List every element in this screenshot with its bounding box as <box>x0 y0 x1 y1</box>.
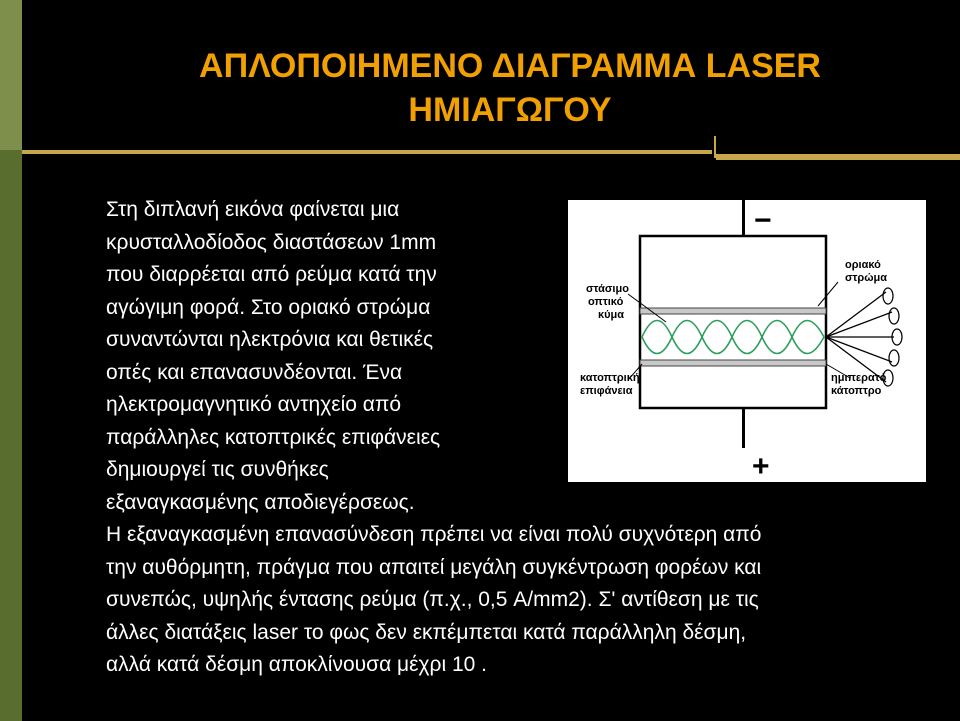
label-mirror-surface-1: κατοπτρική <box>580 372 640 384</box>
minus-sign: − <box>754 204 772 237</box>
boundary-layer-bottom <box>640 360 826 366</box>
slide-title <box>120 44 900 132</box>
left-accent-bar-top <box>0 0 22 150</box>
detail-paragraph <box>106 519 951 682</box>
text-line: την αυθόρμητη, πράγμα που απαιτεί μεγάλη συγκέντρωση φορέων και <box>106 555 762 579</box>
text-line: οπές και επανασυνδέονται. Ένα <box>106 360 403 384</box>
text-line: ηλεκτρομαγνητικό αντηχείο από <box>106 393 402 416</box>
label-boundary-layer-1: οριακό <box>845 259 881 271</box>
bottom-lead <box>742 408 745 448</box>
beam-ray <box>826 292 886 337</box>
beam-lobe <box>889 350 899 366</box>
text-line: δημιουργεί τις συνθήκες <box>106 458 329 481</box>
intro-paragraph <box>106 194 566 519</box>
label-half-mirror-2: κάτοπτρο <box>831 385 882 397</box>
slide-title-line-1: ΑΠΛΟΠΟΙΗΜΕΝΟ ΔΙΑΓΡΑΜΜΑ LASER <box>199 47 821 85</box>
label-standing-wave-3: κύμα <box>598 309 625 321</box>
crystal-box <box>640 236 826 408</box>
text-line: παράλληλες κατοπτρικές επιφάνειες <box>106 425 441 449</box>
beam-ray <box>826 312 892 337</box>
plus-sign: + <box>752 450 770 482</box>
text-line: κρυσταλλοδίοδος διαστάσεων 1mm <box>106 230 437 254</box>
text-line: άλλες διατάξεις laser το φως δεν εκπέμπεται κατά παράλληλη δέσμη, <box>106 620 747 644</box>
beam-ray <box>826 337 892 362</box>
boundary-layer-top <box>640 308 826 314</box>
text-line: αλλά κατά δέσμη αποκλίνουσα μέχρι 10 . <box>106 653 488 676</box>
label-mirror-surface-2: επιφάνεια <box>580 385 633 397</box>
label-standing-wave-2: οπτικό <box>588 296 624 308</box>
text-line: συναντώνται ηλεκτρόνια και θετικές <box>106 328 434 351</box>
title-divider-right <box>716 154 960 160</box>
text-line: συνεπώς, υψηλής έντασης ρεύμα (π.χ., 0,5 A/mm2). Σ' αντίθεση με τις <box>106 588 759 611</box>
laser-diode-diagram <box>568 200 926 482</box>
top-lead <box>742 200 745 236</box>
text-line: Η εξαναγκασμένη επανασύνδεση πρέπει να είναι πολύ συχνότερη από <box>106 523 762 546</box>
diagram-svg <box>568 200 926 482</box>
text-line: Στη διπλανή εικόνα φαίνεται μια <box>106 198 400 221</box>
label-standing-wave-1: στάσιμο <box>586 283 629 295</box>
label-boundary-layer-2: στρώμα <box>845 272 888 284</box>
slide-title-line-2: ΗΜΙΑΓΩΓΟΥ <box>408 91 612 129</box>
title-divider <box>22 150 712 154</box>
label-half-mirror-1: ημιπερατό <box>831 372 887 384</box>
beam-lobe <box>883 288 893 304</box>
text-line: εξαναγκασμένης αποδιεγέρσεως. <box>106 490 415 514</box>
text-line: που διαρρέεται από ρεύμα κατά την <box>106 263 437 286</box>
text-line: αγώγιμη φορά. Στο οριακό στρώμα <box>106 295 431 319</box>
beam-lobe <box>889 308 899 324</box>
